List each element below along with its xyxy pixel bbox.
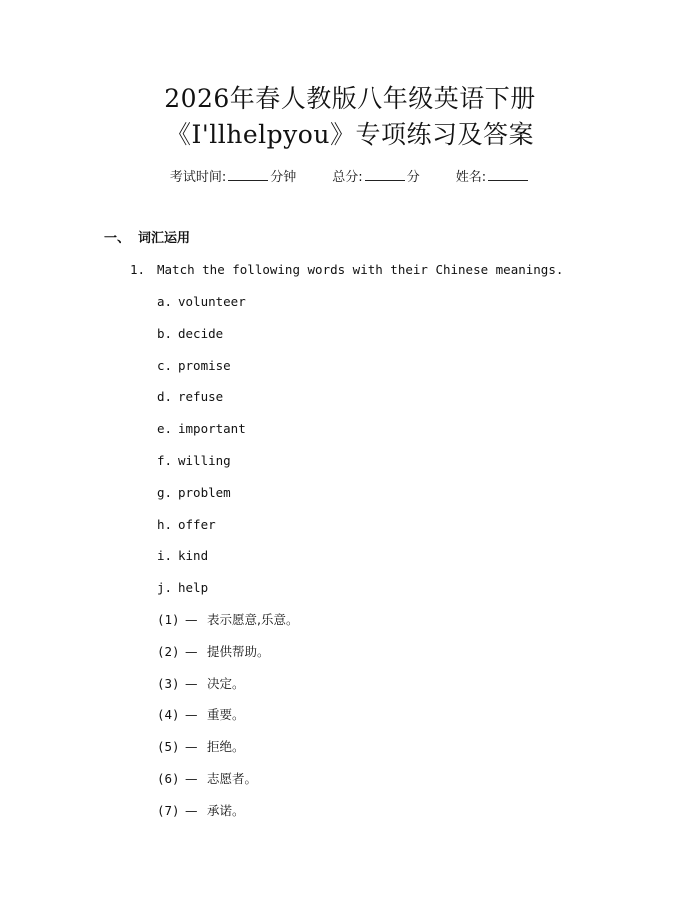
- item-letter: g.: [157, 484, 173, 500]
- exam-score-label: 总分:: [332, 170, 363, 185]
- exam-time-unit: 分钟: [270, 170, 297, 185]
- item-letter: c.: [157, 357, 173, 373]
- item-word: help: [178, 580, 209, 596]
- meaning-number: (3): [157, 675, 180, 691]
- meaning-dash: —: [185, 739, 198, 755]
- list-item: [157, 547, 246, 579]
- meaning-text: 提供帮助。: [207, 643, 270, 659]
- list-item: [157, 516, 246, 548]
- item-letter: j.: [157, 580, 173, 596]
- item-word: offer: [178, 516, 216, 532]
- item-word: decide: [178, 325, 224, 341]
- meaning-dash: —: [185, 707, 198, 723]
- document-title-line1: 2026年春人教版八年级英语下册: [164, 84, 536, 113]
- item-letter: b.: [157, 325, 173, 341]
- list-item: [157, 579, 246, 611]
- document-title-line2: 《I'llhelpyou》专项练习及答案: [166, 120, 534, 149]
- meaning-text: 决定。: [207, 675, 245, 691]
- meaning-dash: —: [185, 612, 198, 627]
- list-item: [157, 452, 246, 484]
- exam-info: [0, 168, 700, 187]
- list-item: [157, 770, 298, 802]
- item-letter: f.: [157, 452, 173, 468]
- exam-time-blank: [228, 168, 268, 181]
- list-item: [157, 738, 298, 770]
- list-item: [157, 706, 298, 738]
- question-prompt: [130, 261, 563, 279]
- list-item: [157, 611, 298, 643]
- list-item: [157, 325, 246, 357]
- item-letter: d.: [157, 389, 173, 405]
- item-letter: i.: [157, 548, 173, 564]
- exam-score-unit: 分: [406, 170, 420, 185]
- meaning-number: (5): [157, 739, 180, 755]
- question-text: Match the following words with their Chinese meanings.: [157, 262, 564, 277]
- item-word: important: [178, 421, 246, 437]
- item-letter: e.: [157, 421, 173, 437]
- meaning-text: 重要。: [207, 707, 245, 723]
- list-item: [157, 484, 246, 516]
- list-item: [157, 388, 246, 420]
- exam-score-blank: [365, 168, 405, 181]
- section-title: 词汇运用: [138, 231, 191, 246]
- list-item: [157, 675, 298, 707]
- exam-name-label: 姓名:: [455, 170, 487, 185]
- item-letter: h.: [157, 516, 173, 532]
- item-word: problem: [178, 484, 231, 500]
- meaning-number: (1): [157, 612, 180, 627]
- list-item: [157, 357, 246, 389]
- meaning-number: (4): [157, 707, 180, 723]
- item-word: willing: [178, 452, 231, 468]
- meaning-text: 拒绝。: [207, 739, 245, 755]
- meaning-dash: —: [185, 770, 198, 786]
- meaning-text: 志愿者。: [207, 770, 258, 786]
- item-word: refuse: [178, 389, 224, 405]
- list-item: [157, 643, 298, 675]
- meaning-number: (7): [157, 802, 180, 818]
- item-word: volunteer: [178, 294, 246, 309]
- section-heading: [104, 230, 190, 248]
- item-letter: a.: [157, 294, 173, 309]
- meaning-number: (2): [157, 643, 180, 659]
- exam-time-label: 考试时间:: [169, 170, 227, 185]
- meaning-text: 表示愿意,乐意。: [207, 612, 299, 627]
- meaning-list: [157, 611, 298, 834]
- meaning-number: (6): [157, 770, 180, 786]
- meaning-dash: —: [185, 643, 198, 659]
- list-item: [157, 420, 246, 452]
- list-item: [157, 802, 298, 834]
- meaning-dash: —: [185, 675, 198, 691]
- word-list: [157, 293, 246, 611]
- meaning-dash: —: [185, 802, 198, 818]
- item-word: kind: [178, 548, 209, 564]
- meaning-text: 承诺。: [207, 802, 245, 818]
- item-word: promise: [178, 357, 231, 373]
- question-number: 1.: [130, 262, 146, 277]
- section-number: 一、: [104, 231, 131, 246]
- exam-name-blank: [488, 168, 528, 181]
- list-item: [157, 293, 246, 325]
